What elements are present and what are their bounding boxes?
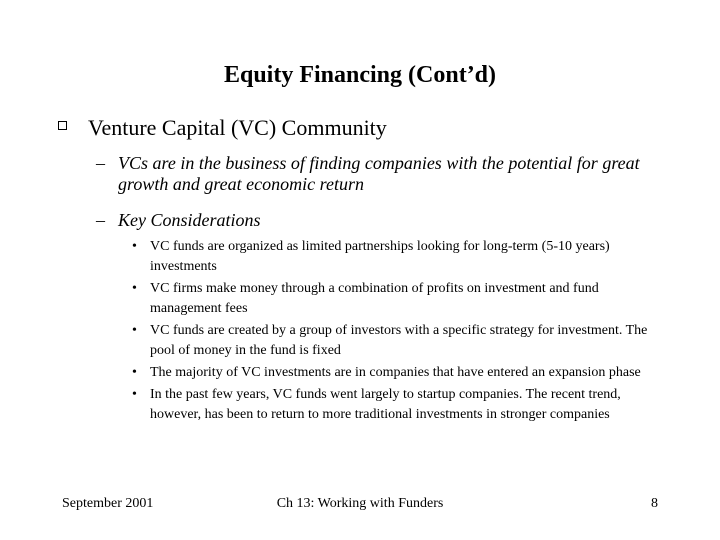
level2-item: [96, 210, 666, 231]
list-item: [132, 321, 657, 361]
footer-date: September 2001: [62, 496, 154, 511]
bullet-dot: •: [132, 387, 137, 402]
list-item-text: VC funds are created by a group of investors with a specific strategy for investment. The pool of money in the fund is fixed: [150, 323, 648, 358]
list-item-text: The majority of VC investments are in companies that have entered an expansion phase: [150, 365, 641, 380]
bullet-dot: •: [132, 239, 137, 254]
list-item-text: In the past few years, VC funds went largely to startup companies. The recent trend, however, has been to return to more traditional investments in stronger companies: [150, 387, 621, 422]
footer-chapter: Ch 13: Working with Funders: [276, 496, 444, 511]
bullet-dot: •: [132, 365, 137, 380]
page-number: 8: [651, 496, 658, 511]
slide-title: Equity Financing (Cont’d): [223, 62, 497, 88]
dash-bullet: –: [96, 210, 105, 230]
hollow-square-bullet-icon: [58, 121, 67, 130]
list-item: [132, 385, 657, 425]
level2-item: [96, 153, 666, 195]
dash-bullet: –: [96, 153, 105, 173]
key-considerations-list: [132, 237, 657, 427]
bullet-dot: •: [132, 281, 137, 296]
bullet-dot: •: [132, 323, 137, 338]
list-item: [132, 279, 657, 319]
list-item-text: VC funds are organized as limited partnerships looking for long-term (5-10 years) investments: [150, 239, 610, 274]
level2-text: Key Considerations: [118, 210, 261, 230]
list-item-text: VC firms make money through a combination of profits on investment and fund management fees: [150, 281, 599, 316]
list-item: [132, 363, 657, 383]
level1-item: [58, 114, 678, 141]
level1-text: Venture Capital (VC) Community: [88, 115, 387, 140]
level2-text: VCs are in the business of finding companies with the potential for great growth and great economic return: [118, 153, 640, 194]
list-item: [132, 237, 657, 277]
